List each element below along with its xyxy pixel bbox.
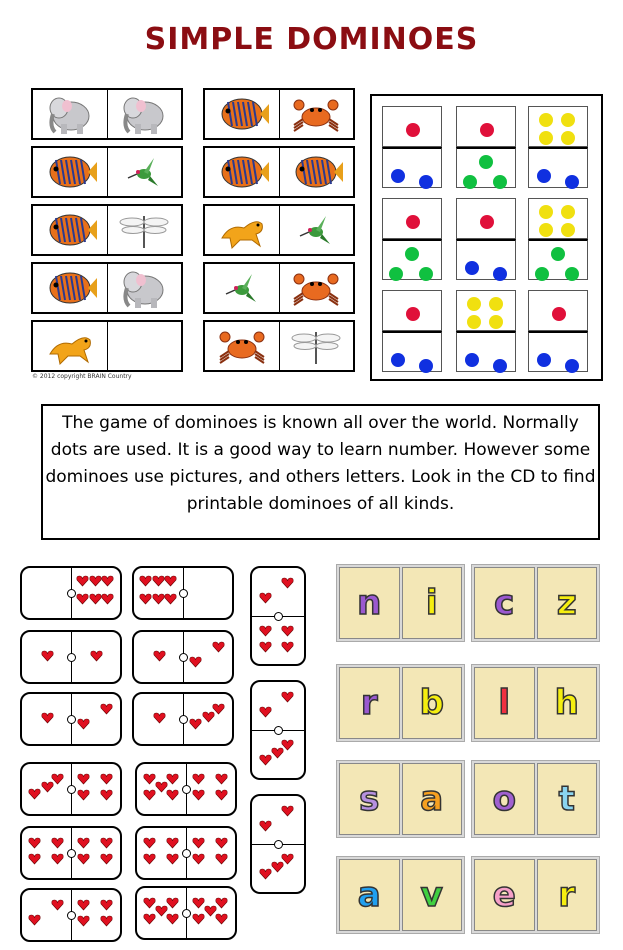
heart-domino: [132, 692, 234, 746]
dot-domino: [382, 290, 442, 372]
heart-icon: [215, 853, 228, 865]
heart-icon: [212, 641, 225, 653]
dot: [406, 123, 420, 137]
letter-cell: o: [474, 763, 535, 835]
dot: [465, 353, 479, 367]
picture-domino: [203, 88, 355, 140]
picture-domino: [203, 320, 355, 372]
heart-icon: [143, 837, 156, 849]
hummingbird-icon: [298, 210, 334, 250]
heart-icon: [166, 789, 179, 801]
letter-cell: v: [402, 859, 463, 931]
dot-dominoes-panel: [370, 94, 603, 381]
heart-icon: [281, 641, 294, 653]
heart-icon: [51, 853, 64, 865]
picture-domino: [203, 204, 355, 256]
letter-cell: a: [402, 763, 463, 835]
heart-domino: [135, 826, 237, 880]
dot: [419, 359, 433, 373]
heart-icon: [281, 577, 294, 589]
heart-icon: [189, 718, 202, 730]
heart-icon: [89, 593, 102, 605]
letter-cell: l: [474, 667, 535, 739]
domino-half-dog: [205, 206, 280, 254]
dot-domino: [456, 198, 516, 280]
heart-icon: [90, 650, 103, 662]
letter-domino: [471, 664, 600, 742]
heart-icon: [100, 899, 113, 911]
heart-icon: [212, 703, 225, 715]
heart-icon: [281, 805, 294, 817]
domino-half-fish: [33, 206, 108, 254]
heart-icon: [164, 575, 177, 587]
domino-half-dog: [33, 322, 108, 370]
heart-icon: [41, 712, 54, 724]
page-title: SIMPLE DOMINOES: [144, 22, 479, 57]
heart-icon: [28, 853, 41, 865]
heart-icon: [192, 853, 205, 865]
letter-cell: c: [474, 567, 535, 639]
heart-icon: [192, 837, 205, 849]
domino-pivot: [274, 612, 283, 621]
heart-icon: [164, 593, 177, 605]
dot: [493, 267, 507, 281]
dot: [391, 353, 405, 367]
heart-icon: [215, 913, 228, 925]
crab-icon: [291, 269, 341, 307]
heart-icon: [76, 593, 89, 605]
dot: [539, 205, 553, 219]
dot: [561, 131, 575, 145]
dot-domino-half: [382, 198, 442, 239]
dot-domino-half: [528, 147, 588, 189]
domino-half-elephant: [33, 90, 108, 138]
fish-icon: [42, 268, 98, 308]
domino-half-dragonfly: [108, 206, 182, 254]
dot-domino-half: [456, 239, 516, 281]
domino-half-dragonfly: [280, 322, 354, 370]
heart-icon: [166, 897, 179, 909]
heart-icon: [77, 789, 90, 801]
dot: [479, 155, 493, 169]
domino-half-hummingbird: [280, 206, 354, 254]
letter-cell: r: [339, 667, 400, 739]
dot-domino-half: [382, 147, 442, 189]
dot-domino-half: [382, 106, 442, 147]
heart-domino: [20, 566, 122, 620]
letter-cell: h: [537, 667, 598, 739]
heart-icon: [192, 789, 205, 801]
heart-domino: [20, 762, 122, 816]
heart-icon: [166, 853, 179, 865]
description-text: The game of dominoes is known all over the world. Normally dots are used. It is a good way to learn number. However some dominoes use pictures, and others letters. Look in the CD to find printable dominoes of all kinds.: [41, 404, 600, 540]
domino-half-fish: [280, 148, 354, 196]
dot: [565, 267, 579, 281]
dot: [539, 223, 553, 237]
heart-icon: [259, 625, 272, 637]
elephant-icon: [119, 92, 169, 136]
crab-icon: [217, 327, 267, 365]
heart-icon: [100, 789, 113, 801]
heart-icon: [259, 868, 272, 880]
dot: [539, 131, 553, 145]
dot: [493, 175, 507, 189]
heart-icon: [77, 853, 90, 865]
letter-cell: t: [537, 763, 598, 835]
fish-icon: [214, 94, 270, 134]
domino-pivot: [179, 589, 188, 598]
domino-pivot: [67, 715, 76, 724]
dot: [465, 261, 479, 275]
dragonfly-icon: [290, 326, 342, 366]
domino-half-crab: [280, 90, 354, 138]
dot-domino: [528, 106, 588, 188]
elephant-icon: [45, 92, 95, 136]
domino-half-fish: [205, 90, 280, 138]
letter-cell: a: [339, 859, 400, 931]
heart-icon: [192, 913, 205, 925]
heart-domino: [135, 762, 237, 816]
heart-icon: [77, 837, 90, 849]
heart-icon: [153, 712, 166, 724]
heart-icon: [189, 656, 202, 668]
dot: [561, 223, 575, 237]
dot-domino-half: [456, 198, 516, 239]
heart-icon: [215, 837, 228, 849]
heart-icon: [51, 773, 64, 785]
heart-icon: [28, 788, 41, 800]
letter-domino: [336, 760, 465, 838]
dot: [389, 267, 403, 281]
domino-pivot: [67, 589, 76, 598]
dot: [480, 215, 494, 229]
domino-pivot: [67, 911, 76, 920]
heart-icon: [259, 754, 272, 766]
dot: [419, 175, 433, 189]
heart-icon: [215, 773, 228, 785]
heart-icon: [281, 853, 294, 865]
dot: [480, 123, 494, 137]
hummingbird-icon: [126, 152, 162, 192]
heart-icon: [192, 773, 205, 785]
heart-icon: [100, 853, 113, 865]
dot: [467, 297, 481, 311]
dot-domino-half: [528, 290, 588, 331]
heart-icon: [77, 899, 90, 911]
dot: [561, 205, 575, 219]
picture-domino: [203, 146, 355, 198]
dot: [406, 215, 420, 229]
dot: [467, 315, 481, 329]
dot: [537, 169, 551, 183]
dot-domino-half: [456, 290, 516, 331]
heart-domino: [135, 886, 237, 940]
domino-half-elephant: [108, 90, 182, 138]
dot-domino: [456, 106, 516, 188]
dot: [489, 297, 503, 311]
heart-icon: [76, 575, 89, 587]
heart-icon: [77, 718, 90, 730]
fish-icon: [42, 152, 98, 192]
dot: [489, 315, 503, 329]
dot-domino-half: [528, 106, 588, 147]
domino-pivot: [179, 653, 188, 662]
blank-icon: [139, 341, 149, 351]
heart-domino: [132, 566, 234, 620]
dot-domino: [528, 198, 588, 280]
heart-domino: [20, 692, 122, 746]
picture-domino: [31, 320, 183, 372]
dot-domino-half: [456, 147, 516, 189]
dot-domino-half: [456, 106, 516, 147]
heart-icon: [215, 789, 228, 801]
heart-domino: [20, 826, 122, 880]
dot: [539, 113, 553, 127]
dot-domino-half: [528, 331, 588, 373]
domino-half-fish: [33, 264, 108, 312]
heart-icon: [28, 914, 41, 926]
dot: [391, 169, 405, 183]
heart-icon: [166, 837, 179, 849]
domino-pivot: [179, 715, 188, 724]
heart-icon: [100, 837, 113, 849]
picture-domino: [31, 204, 183, 256]
domino-half-hummingbird: [108, 148, 182, 196]
heart-icon: [100, 915, 113, 927]
heart-icon: [51, 899, 64, 911]
letter-cell: n: [339, 567, 400, 639]
letter-domino: [336, 664, 465, 742]
heart-icon: [77, 773, 90, 785]
heart-icon: [41, 650, 54, 662]
heart-icon: [281, 739, 294, 751]
dot: [552, 307, 566, 321]
dot: [493, 359, 507, 373]
dot-domino-half: [528, 239, 588, 281]
domino-half-blank: [108, 322, 182, 370]
crab-icon: [291, 95, 341, 133]
heart-icon: [101, 593, 114, 605]
domino-pivot: [274, 840, 283, 849]
heart-icon: [152, 593, 165, 605]
heart-domino: [250, 680, 306, 780]
letter-cell: s: [339, 763, 400, 835]
dragonfly-icon: [118, 210, 170, 250]
domino-pivot: [182, 909, 191, 918]
dot: [537, 353, 551, 367]
dot-domino-half: [382, 239, 442, 281]
dog-icon: [44, 326, 96, 366]
heart-icon: [139, 575, 152, 587]
domino-pivot: [67, 785, 76, 794]
dot: [565, 175, 579, 189]
domino-pivot: [274, 726, 283, 735]
domino-half-fish: [205, 148, 280, 196]
heart-icon: [259, 820, 272, 832]
elephant-icon: [119, 266, 169, 310]
picture-domino: [31, 146, 183, 198]
heart-icon: [28, 837, 41, 849]
heart-domino: [132, 630, 234, 684]
letter-domino: [336, 856, 465, 934]
picture-domino: [31, 262, 183, 314]
heart-domino: [250, 566, 306, 666]
letter-cell: z: [537, 567, 598, 639]
heart-icon: [100, 703, 113, 715]
copyright-caption: © 2012 copyright BRAIN Country: [32, 373, 132, 380]
domino-half-fish: [33, 148, 108, 196]
heart-icon: [139, 593, 152, 605]
heart-domino: [250, 794, 306, 894]
heart-icon: [143, 789, 156, 801]
heart-icon: [281, 691, 294, 703]
dog-icon: [216, 210, 268, 250]
domino-pivot: [182, 849, 191, 858]
hummingbird-icon: [224, 268, 260, 308]
heart-icon: [152, 575, 165, 587]
heart-icon: [153, 650, 166, 662]
heart-icon: [259, 641, 272, 653]
letter-domino: [336, 564, 465, 642]
letter-cell: e: [474, 859, 535, 931]
letter-domino: [471, 564, 600, 642]
fish-icon: [288, 152, 344, 192]
domino-half-crab: [280, 264, 354, 312]
dot-domino: [456, 290, 516, 372]
dot-domino-half: [528, 198, 588, 239]
letter-domino: [471, 856, 600, 934]
dot-domino-half: [382, 290, 442, 331]
domino-half-elephant: [108, 264, 182, 312]
heart-icon: [259, 706, 272, 718]
fish-icon: [214, 152, 270, 192]
dot: [406, 307, 420, 321]
heart-icon: [51, 837, 64, 849]
domino-half-hummingbird: [205, 264, 280, 312]
heart-domino: [20, 630, 122, 684]
dot: [565, 359, 579, 373]
heart-icon: [100, 773, 113, 785]
heart-icon: [89, 575, 102, 587]
letter-cell: i: [402, 567, 463, 639]
heart-icon: [77, 915, 90, 927]
heart-icon: [166, 913, 179, 925]
dot: [405, 247, 419, 261]
letter-domino: [471, 760, 600, 838]
heart-icon: [215, 897, 228, 909]
letter-cell: b: [402, 667, 463, 739]
heart-icon: [143, 913, 156, 925]
dot-domino: [382, 106, 442, 188]
heart-icon: [166, 773, 179, 785]
dot-domino: [528, 290, 588, 372]
dot-domino-half: [456, 331, 516, 373]
domino-half-crab: [205, 322, 280, 370]
fish-icon: [42, 210, 98, 250]
domino-pivot: [182, 785, 191, 794]
dot: [535, 267, 549, 281]
heart-icon: [259, 592, 272, 604]
picture-domino: [31, 88, 183, 140]
heart-icon: [281, 625, 294, 637]
dot: [419, 267, 433, 281]
dot: [561, 113, 575, 127]
domino-pivot: [67, 653, 76, 662]
heart-icon: [101, 575, 114, 587]
dot-domino: [382, 198, 442, 280]
domino-pivot: [67, 849, 76, 858]
letter-cell: r: [537, 859, 598, 931]
heart-icon: [143, 853, 156, 865]
dot: [463, 175, 477, 189]
heart-domino: [20, 888, 122, 942]
dot-domino-half: [382, 331, 442, 373]
dot: [551, 247, 565, 261]
picture-domino: [203, 262, 355, 314]
